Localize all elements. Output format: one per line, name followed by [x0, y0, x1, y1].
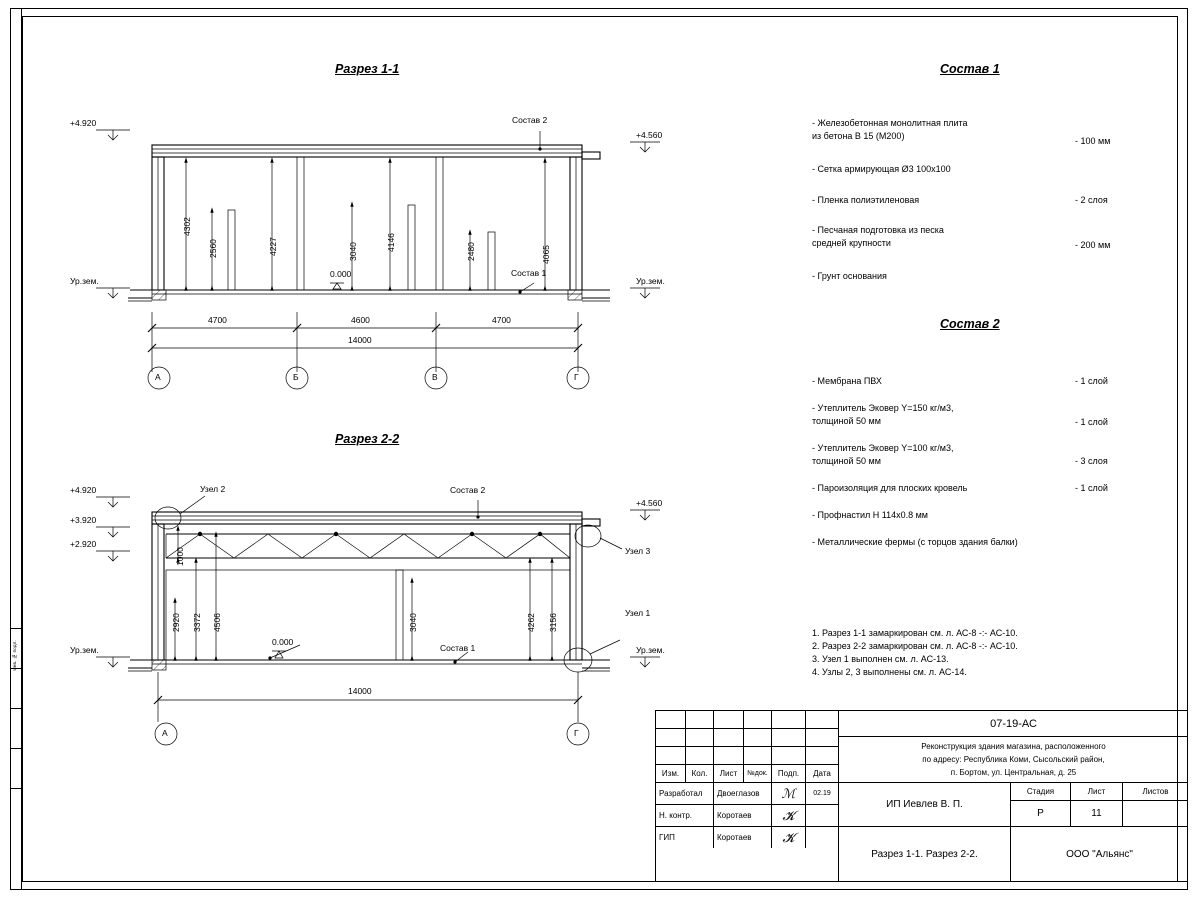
stamp-signature-2: 𝓚	[782, 829, 795, 845]
callout-sostav1-s1: Состав 1	[511, 268, 547, 278]
axis-label-s2-0: А	[162, 728, 168, 738]
vdim-s2-4: 3040	[408, 613, 418, 632]
ground-level-right-s1: Ур.зем.	[636, 276, 665, 286]
sostav2-value-1: - 1 слой	[1075, 417, 1108, 427]
stamp-list-value: 11	[1070, 800, 1122, 826]
vdim-s1-4: 4146	[386, 233, 396, 252]
stamp-col-4: Подп.	[771, 764, 805, 782]
span-dim-s1-0: 4700	[208, 315, 227, 325]
vdim-s1-0: 4302	[182, 217, 192, 236]
section-1-1-title: Разрез 1-1	[335, 62, 400, 76]
axis-label-s1-3: Г	[574, 372, 579, 382]
sostav1-item-0: - Железобетонная монолитная плита	[812, 118, 968, 128]
callout-sostav1-s2: Состав 1	[440, 643, 476, 653]
total-dim-s1: 14000	[348, 335, 372, 345]
callout-uzel3: Узел 3	[625, 546, 651, 556]
sostav1-title: Состав 1	[940, 62, 1000, 76]
sostav2-item-2: - Утеплитель Эковер Y=100 кг/м3,	[812, 443, 954, 453]
sostav2-value-3: - 1 слой	[1075, 483, 1108, 493]
note-line-2: 3. Узел 1 выполнен см. л. АС-13.	[812, 654, 949, 664]
sostav2-title: Состав 2	[940, 317, 1000, 331]
sostav1-item-1: - Сетка армирующая Ø3 100х100	[812, 164, 951, 174]
sostav1-item-3-line2: средней крупности	[812, 238, 891, 248]
vdim-s1-5: 2480	[466, 242, 476, 261]
level-mark-top-left-s1: +4.920	[70, 118, 97, 128]
stamp-role-1: Н. контр.	[655, 804, 713, 826]
stamp-role-0: Разработал	[655, 782, 713, 804]
callout-sostav2-s2: Состав 2	[450, 485, 486, 495]
total-dim-s2: 14000	[348, 686, 372, 696]
stamp-name-1: Коротаев	[713, 804, 771, 826]
stamp-stage-label: Стадия	[1010, 782, 1070, 800]
axis-label-s1-1: Б	[293, 372, 299, 382]
vdim-s2-1: 2920	[171, 613, 181, 632]
stamp-name-2: Коротаев	[713, 826, 771, 848]
vdim-s2-0: 1000	[175, 547, 185, 566]
span-dim-s1-1: 4600	[351, 315, 370, 325]
stamp-list-label: Лист	[1070, 782, 1122, 800]
sostav1-item-0-line2: из бетона В 15 (М200)	[812, 131, 905, 141]
stamp-role-2: ГИП	[655, 826, 713, 848]
sostav2-value-0: - 1 слой	[1075, 376, 1108, 386]
sostav1-item-4: - Грунт основания	[812, 271, 887, 281]
section-2-2-title: Разрез 2-2	[335, 432, 400, 446]
stamp-date-1	[805, 804, 838, 826]
vdim-s2-3: 4506	[212, 613, 222, 632]
stamp-date-0: 02.19	[805, 782, 838, 804]
level-mark-l2-s2: +3.920	[70, 515, 97, 525]
stamp-object-line-1: по адресу: Республика Коми, Сысольский район,	[922, 755, 1105, 764]
callout-uzel2: Узел 2	[200, 484, 226, 494]
vdim-s2-2: 3372	[192, 613, 202, 632]
sostav1-item-3: - Песчаная подготовка из песка	[812, 225, 944, 235]
stamp-sheet-title: Разрез 1-1. Разрез 2-2.	[838, 826, 1010, 882]
sostav2-item-1: - Утеплитель Эковер Y=150 кг/м3,	[812, 403, 954, 413]
stamp-lists-label: Листов	[1122, 782, 1188, 800]
sostav2-item-3: - Пароизоляция для плоских кровель	[812, 483, 968, 493]
stamp-lists-value	[1122, 800, 1188, 826]
ground-level-left-s1: Ур.зем.	[70, 276, 99, 286]
note-line-1: 2. Разрез 2-2 замаркирован см. л. АС-8 -:- АС-10.	[812, 641, 1018, 651]
stamp-date-2	[805, 826, 838, 848]
sostav2-value-2: - 3 слоя	[1075, 456, 1108, 466]
level-mark-top-right-s1: +4.560	[636, 130, 663, 140]
stamp-object-line-2: п. Бортом, ул. Центральная, д. 25	[950, 768, 1077, 777]
stamp-project-code: 07-19-АС	[838, 710, 1188, 736]
vdim-s1-1: 2560	[208, 239, 218, 258]
sostav1-value-0: - 100 мм	[1075, 136, 1111, 146]
sostav2-item-2-line2: толщиной 50 мм	[812, 456, 881, 466]
ground-level-right-s2: Ур.зем.	[636, 645, 665, 655]
level-mark-l1-s2: +4.920	[70, 485, 97, 495]
axis-label-s2-1: Г	[574, 728, 579, 738]
sostav2-item-5: - Металлические фермы (с торцов здания балки)	[812, 537, 1018, 547]
stamp-signature-1: 𝓚	[782, 807, 795, 823]
sostav1-item-2: - Пленка полиэтиленовая	[812, 195, 920, 205]
sostav2-item-4: - Профнастил Н 114х0.8 мм	[812, 510, 928, 520]
stamp-stage-value: Р	[1010, 800, 1070, 826]
vdim-s2-6: 3156	[548, 613, 558, 632]
title-block-stamp	[655, 710, 1188, 882]
stamp-object-line-0: Реконструкция здания магазина, расположенного	[921, 742, 1106, 751]
span-dim-s1-2: 4700	[492, 315, 511, 325]
stamp-col-2: Лист	[713, 764, 743, 782]
sostav1-value-3: - 200 мм	[1075, 240, 1111, 250]
stamp-col-1: Кол.	[685, 764, 713, 782]
vdim-s1-2: 4227	[268, 237, 278, 256]
level-mark-l3-s2: +2.920	[70, 539, 97, 549]
zero-level-s1: 0.000	[330, 269, 352, 279]
stamp-col-0: Изм.	[655, 764, 685, 782]
sostav2-item-1-line2: толщиной 50 мм	[812, 416, 881, 426]
vdim-s2-5: 4262	[526, 613, 536, 632]
axis-label-s1-2: В	[432, 372, 438, 382]
zero-level-s2: 0.000	[272, 637, 294, 647]
stamp-company: ООО "Альянс"	[1010, 826, 1188, 882]
axis-label-s1-0: А	[155, 372, 161, 382]
stamp-name-0: Двоеглазов	[713, 782, 771, 804]
stamp-col-3: №док.	[743, 764, 771, 782]
ground-level-left-s2: Ур.зем.	[70, 645, 99, 655]
sostav2-item-0: - Мембрана ПВХ	[812, 376, 882, 386]
section-1-1-geometry	[96, 130, 663, 389]
callout-uzel1: Узел 1	[625, 608, 651, 618]
note-line-0: 1. Разрез 1-1 замаркирован см. л. АС-8 -:- АС-10.	[812, 628, 1018, 638]
stamp-col-5: Дата	[805, 764, 838, 782]
callout-sostav2-s1: Состав 2	[512, 115, 548, 125]
vdim-s1-3: 3040	[348, 242, 358, 261]
vdim-s1-6: 4065	[541, 245, 551, 264]
level-mark-top-right-s2: +4.560	[636, 498, 663, 508]
sostav1-value-2: - 2 слоя	[1075, 195, 1108, 205]
margin-vertical-note: Инв. № подл.	[12, 640, 17, 671]
note-line-3: 4. Узлы 2, 3 выполнены см. л. АС-14.	[812, 667, 967, 677]
stamp-customer: ИП Иевлев В. П.	[838, 782, 1010, 826]
stamp-signature-0: ℳ	[781, 785, 796, 801]
